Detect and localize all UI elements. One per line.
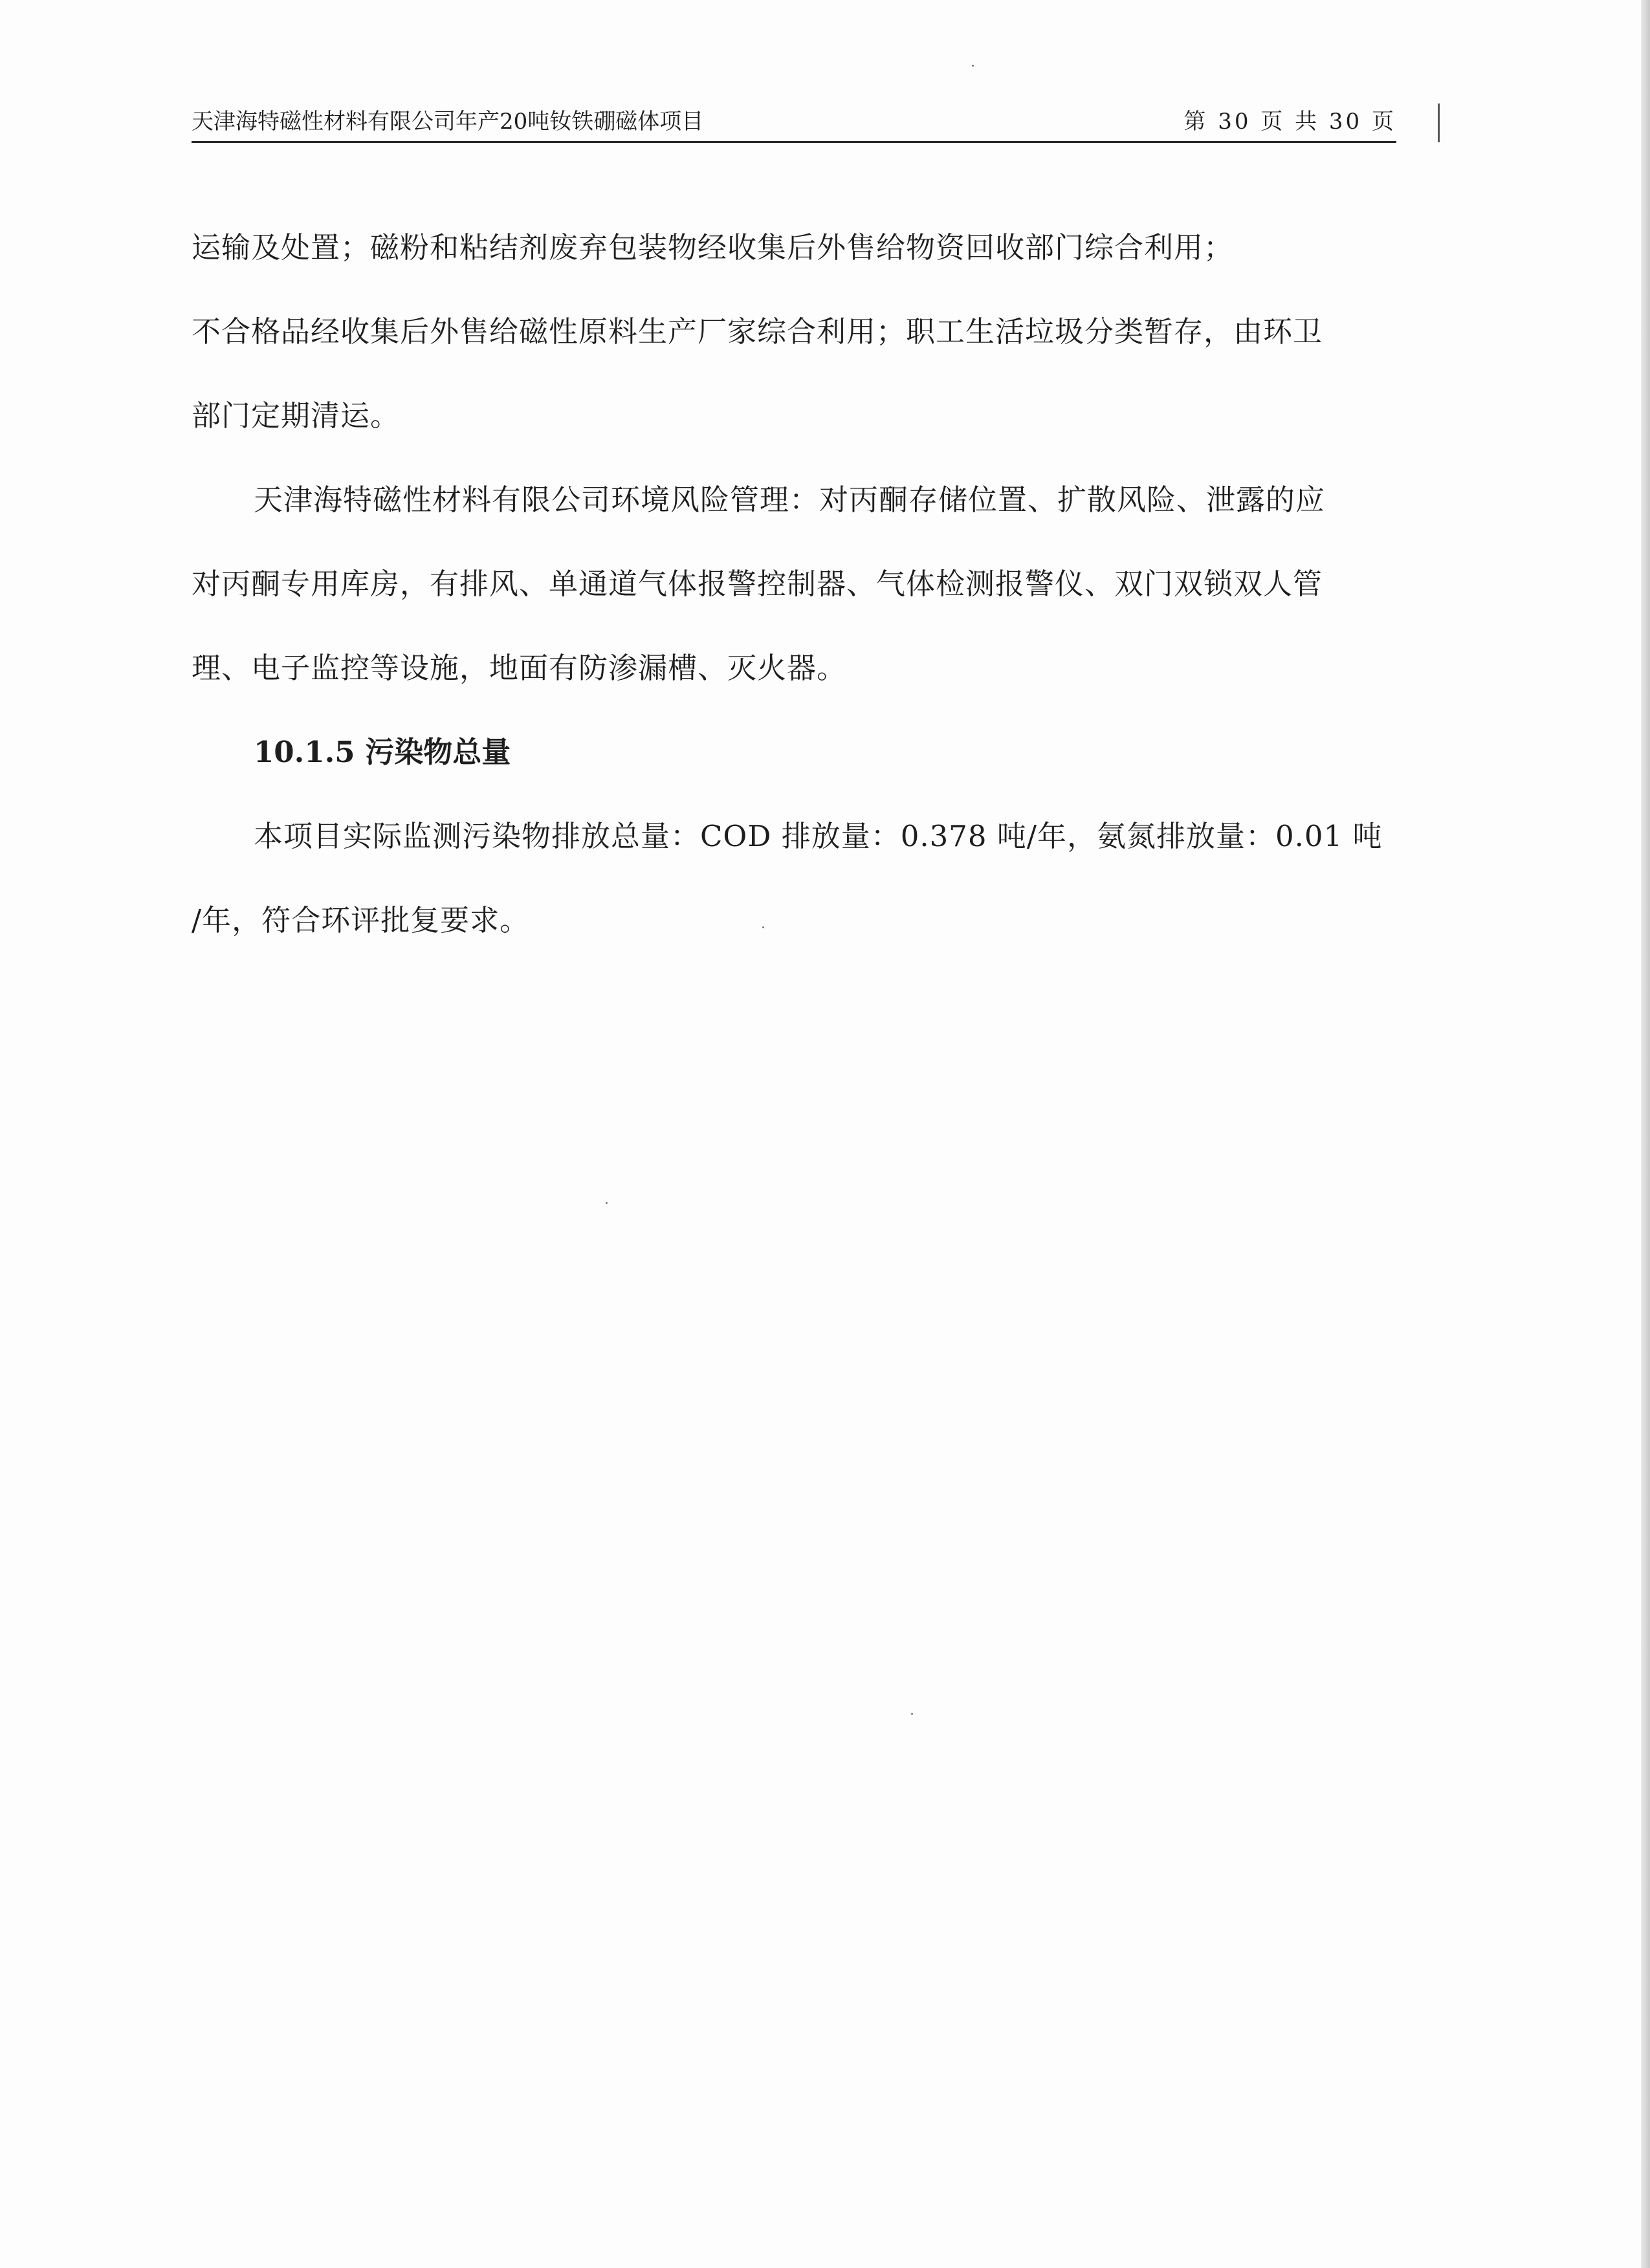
text-line: 不合格品经收集后外售给磁性原料生产厂家综合利用；职工生活垃圾分类暂存，由环卫 [192,314,1323,349]
scan-speck [762,926,764,928]
section-heading: 10.1.5 污染物总量 [254,735,511,769]
text-line: 对丙酮专用库房，有排风、单通道气体报警控制器、气体检测报警仪、双门双锁双人管 [192,567,1323,601]
paragraph-disposal [192,206,1416,458]
paragraph-total-emissions [192,794,1416,963]
scan-speck [606,1202,608,1204]
scan-speck [911,1713,913,1715]
text-line: 部门定期清运。 [192,398,401,433]
text-line: 理、电子监控等设施，地面有防渗漏槽、灭火器。 [192,651,847,685]
header-tick [1438,104,1440,142]
header-page-info: 第 30 页 共 30 页 [1183,109,1396,135]
text-line: 本项目实际监测污染物排放总量：COD 排放量：0.378 吨/年，氨氮排放量：0.01 吨 [254,819,1383,853]
scan-speck [972,65,974,67]
paragraph-risk-management [192,458,1416,710]
text-line: /年，符合环评批复要求。 [192,903,530,937]
header-rule [192,141,1396,143]
text-line: 天津海特磁性材料有限公司环境风险管理：对丙酮存储位置、扩散风险、泄露的应 [254,483,1326,517]
scan-edge [1641,0,1650,2268]
page-header [192,104,1396,142]
header-title: 天津海特磁性材料有限公司年产20吨钕铁硼磁体项目 [192,109,704,135]
text-line: 运输及处置；磁粉和粘结剂废弃包装物经收集后外售给物资回收部门综合利用； [192,230,1234,265]
body-text [192,206,1416,963]
